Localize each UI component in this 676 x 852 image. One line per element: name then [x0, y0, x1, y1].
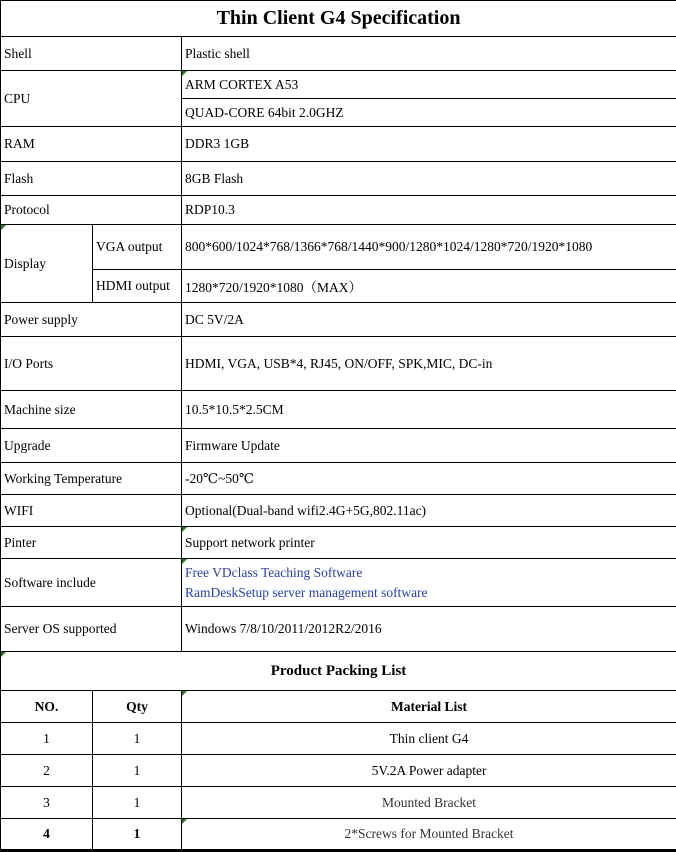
title-row [1, 1, 676, 37]
spec-row-display-vga [1, 225, 676, 270]
spec-row-shell [1, 37, 676, 71]
column-header-qty: Qty [93, 691, 182, 723]
spec-label: I/O Ports [1, 337, 182, 391]
spec-sublabel: VGA output [93, 225, 182, 270]
spec-value: 8GB Flash [182, 162, 676, 196]
spec-label: Software include [1, 559, 182, 607]
spec-row-server-os [1, 607, 676, 652]
packing-header-row [1, 691, 676, 723]
spec-label: Machine size [1, 391, 182, 429]
spec-row-display-hdmi [1, 270, 676, 303]
spec-value: Firmware Update [182, 429, 676, 463]
spec-row-software [1, 559, 676, 607]
table-row [1, 787, 676, 819]
spec-value: Optional(Dual-band wifi2.4G+5G,802.11ac) [182, 495, 676, 527]
row-no: 2 [1, 755, 93, 787]
column-header-material: Material List [182, 691, 676, 723]
spec-value: Windows 7/8/10/2011/2012R2/2016 [182, 607, 676, 652]
spec-row-ram [1, 127, 676, 162]
spec-row-size [1, 391, 676, 429]
row-qty: 1 [93, 723, 182, 755]
row-qty: 1 [93, 819, 182, 851]
row-no: 3 [1, 787, 93, 819]
spec-value: DC 5V/2A [182, 303, 676, 337]
spec-value: QUAD-CORE 64bit 2.0GHZ [182, 99, 676, 127]
spec-label: Server OS supported [1, 607, 182, 652]
spec-label: WIFI [1, 495, 182, 527]
packing-title-row [1, 652, 676, 691]
row-no: 4 [1, 819, 93, 851]
spec-label: Shell [1, 37, 182, 71]
row-material: 2*Screws for Mounted Bracket [182, 819, 676, 851]
spec-row-cpu [1, 71, 676, 99]
spec-value: Plastic shell [182, 37, 676, 71]
spec-value: 10.5*10.5*2.5CM [182, 391, 676, 429]
spec-label: Display [1, 225, 93, 303]
spec-label: Working Temperature [1, 463, 182, 495]
spec-value: ARM CORTEX A53 [182, 71, 676, 99]
row-material: Thin client G4 [182, 723, 676, 755]
spec-row-protocol [1, 196, 676, 225]
spec-label: CPU [1, 71, 182, 127]
spec-value: DDR3 1GB [182, 127, 676, 162]
spec-label: RAM [1, 127, 182, 162]
row-qty: 1 [93, 755, 182, 787]
spec-row-power [1, 303, 676, 337]
row-no: 1 [1, 723, 93, 755]
software-ramdesksetup-link: RamDeskSetup server management software [185, 583, 676, 603]
spec-label: Power supply [1, 303, 182, 337]
spec-value: -20℃~50℃ [182, 463, 676, 495]
spec-sublabel: HDMI output [93, 270, 182, 303]
row-material: 5V.2A Power adapter [182, 755, 676, 787]
spec-row-upgrade [1, 429, 676, 463]
spec-value: HDMI, VGA, USB*4, RJ45, ON/OFF, SPK,MIC, DC-in [182, 337, 676, 391]
spec-row-flash [1, 162, 676, 196]
column-header-no: NO. [1, 691, 93, 723]
spec-value: Support network printer [182, 527, 676, 559]
spec-row-wifi [1, 495, 676, 527]
table-row [1, 755, 676, 787]
spec-row-printer [1, 527, 676, 559]
spec-value [182, 559, 676, 607]
spec-value: 800*600/1024*768/1366*768/1440*900/1280*1024/1280*720/1920*1080 [182, 225, 676, 270]
packing-title: Product Packing List [1, 652, 676, 691]
software-vdclass-link: Free VDclass Teaching Software [185, 563, 676, 583]
spec-label: Pinter [1, 527, 182, 559]
spec-label: Flash [1, 162, 182, 196]
spec-row-temperature [1, 463, 676, 495]
spec-value: RDP10.3 [182, 196, 676, 225]
spec-label: Upgrade [1, 429, 182, 463]
spec-row-io [1, 337, 676, 391]
row-qty: 1 [93, 787, 182, 819]
spec-value: 1280*720/1920*1080（MAX） [182, 270, 676, 303]
spec-label: Protocol [1, 196, 182, 225]
row-material: Mounted Bracket [182, 787, 676, 819]
spec-title: Thin Client G4 Specification [1, 1, 676, 37]
table-row [1, 819, 676, 851]
table-row [1, 723, 676, 755]
